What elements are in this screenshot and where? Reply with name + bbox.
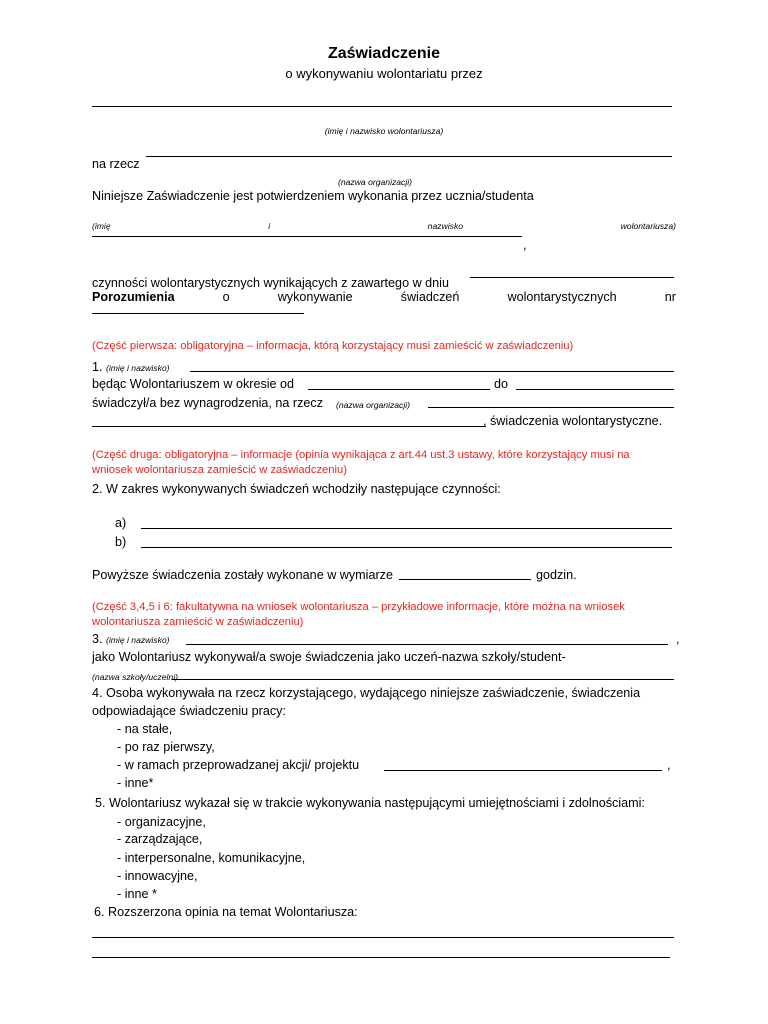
item5-option: - organizacyjne, bbox=[117, 815, 206, 829]
agreement-word: Porozumienia bbox=[92, 290, 175, 304]
agreement-word: świadczeń bbox=[400, 290, 460, 304]
comma: , bbox=[523, 238, 527, 252]
item4-option: - po raz pierwszy, bbox=[117, 740, 215, 754]
period-from-line[interactable] bbox=[308, 389, 490, 390]
agreement-word: wykonywanie bbox=[277, 290, 353, 304]
item5-option: - innowacyjne, bbox=[117, 869, 198, 883]
part3-heading-line1: (Część 3,4,5 i 6: fakultatywna na wniosek wolontariusza – przykładowe informacje, które można na wniosek bbox=[92, 601, 625, 613]
item5-option: - inne * bbox=[117, 887, 157, 901]
part2-heading-line1: (Część druga: obligatoryjna – informacje (opinia wynikająca z art.44 ust.3 ustawy, które korzystający musi na bbox=[92, 449, 630, 461]
item-b-line[interactable] bbox=[141, 547, 672, 548]
hint-name-3: (imię i nazwisko) bbox=[106, 635, 170, 645]
item5-option: - interpersonalne, komunikacyjne, bbox=[117, 851, 306, 865]
agreement-word: wolontarystycznych bbox=[507, 290, 617, 304]
hint-org: (nazwa organizacji) bbox=[336, 400, 411, 410]
agreement-number-line[interactable] bbox=[92, 313, 304, 314]
item1-closing: , świadczenia wolontarystyczne. bbox=[483, 414, 663, 428]
scope-text: Powyższe świadczenia zostały wykonane w wymiarze bbox=[92, 568, 393, 582]
part1-heading: (Część pierwsza: obligatoryjna – informacja, którą korzystający musi zamieścić w zaświadczeniu) bbox=[92, 340, 574, 352]
part2-heading-line2: wniosek wolontariusza zamieścić w zaświadczeniu) bbox=[92, 464, 347, 476]
item1-name-line[interactable] bbox=[190, 371, 674, 372]
being-volunteer-text: będąc Wolontariuszem w okresie od bbox=[92, 377, 295, 391]
agreement-word: nr bbox=[664, 290, 676, 304]
organization-line[interactable] bbox=[146, 156, 672, 157]
agreement-word: o bbox=[222, 290, 230, 304]
hours-line[interactable] bbox=[399, 579, 531, 580]
volunteer-name-line[interactable] bbox=[92, 106, 672, 107]
hint-spread-name bbox=[92, 221, 676, 231]
item6-text: 6. Rozszerzona opinia na temat Wolontariusza: bbox=[94, 905, 358, 919]
item-b-label: b) bbox=[115, 535, 127, 549]
item4-line1: 4. Osoba wykonywała na rzecz korzystającego, wydającego niniejsze zaświadczenie, świadczenia bbox=[92, 686, 641, 700]
opinion-line[interactable] bbox=[92, 937, 674, 938]
item1-number: 1. bbox=[92, 360, 103, 374]
hint-name: (imię i nazwisko) bbox=[106, 363, 170, 373]
hint-volunteer-name: (imię i nazwisko wolontariusza) bbox=[324, 126, 444, 136]
confirm-text: Niniejsze Zaświadczenie jest potwierdzeniem wykonania przez ucznia/studenta bbox=[92, 189, 534, 203]
hint-word: i bbox=[268, 221, 271, 231]
item3-name-line[interactable] bbox=[186, 644, 668, 645]
part3-heading-line2: wolontariusza zamieścić w zaświadczeniu) bbox=[92, 616, 304, 628]
hint-organization-name: (nazwa organizacji) bbox=[338, 177, 413, 187]
performed-text: świadczył/a bez wynagrodzenia, na rzecz bbox=[92, 396, 323, 410]
item3-comma: , bbox=[676, 632, 680, 646]
item4-option: - w ramach przeprowadzanej akcji/ projektu bbox=[117, 758, 360, 772]
hours-label: godzin. bbox=[536, 568, 577, 582]
project-line[interactable] bbox=[384, 770, 662, 771]
item4-other: - inne* bbox=[117, 776, 154, 790]
hint-word: (imię bbox=[92, 221, 111, 231]
hint-word: wolontariusza) bbox=[620, 221, 676, 231]
item4-line2: odpowiadające świadczeniu pracy: bbox=[92, 704, 286, 718]
item5-option: - zarządzające, bbox=[117, 832, 203, 846]
for-label: na rzecz bbox=[92, 157, 140, 171]
item-a-line[interactable] bbox=[141, 528, 672, 529]
item4-comma: , bbox=[667, 758, 671, 772]
hint-word: nazwisko bbox=[427, 221, 464, 231]
period-to-line[interactable] bbox=[516, 389, 674, 390]
school-line[interactable] bbox=[172, 679, 674, 680]
activities-text: czynności wolontarystycznych wynikających z zawartego w dniu bbox=[92, 276, 449, 290]
item5-text: 5. Wolontariusz wykazał się w trakcie wykonywania następującymi umiejętnościami i zdolnościami: bbox=[95, 796, 645, 810]
document-subtitle: o wykonywaniu wolontariatu przez bbox=[285, 66, 483, 81]
item1-org-line[interactable] bbox=[428, 407, 674, 408]
to-label: do bbox=[494, 377, 509, 391]
as-volunteer-text: jako Wolontariusz wykonywał/a swoje świadczenia jako uczeń-nazwa szkoły/student- bbox=[92, 650, 566, 664]
agreement-date-line[interactable] bbox=[470, 277, 674, 278]
item4-option: - na stałe, bbox=[117, 722, 173, 736]
agreement-row bbox=[92, 290, 676, 304]
item2-text: 2. W zakres wykonywanych świadczeń wchodziły następujące czynności: bbox=[92, 482, 501, 496]
opinion-line[interactable] bbox=[92, 957, 670, 958]
item3-number: 3. bbox=[92, 632, 103, 646]
document-title: Zaświadczenie bbox=[327, 45, 441, 62]
item1-activities-line[interactable] bbox=[92, 426, 486, 427]
item-a-label: a) bbox=[115, 516, 127, 530]
student-name-line[interactable] bbox=[92, 236, 522, 237]
hint-school: (nazwa szkoły/uczelni) bbox=[92, 672, 178, 682]
